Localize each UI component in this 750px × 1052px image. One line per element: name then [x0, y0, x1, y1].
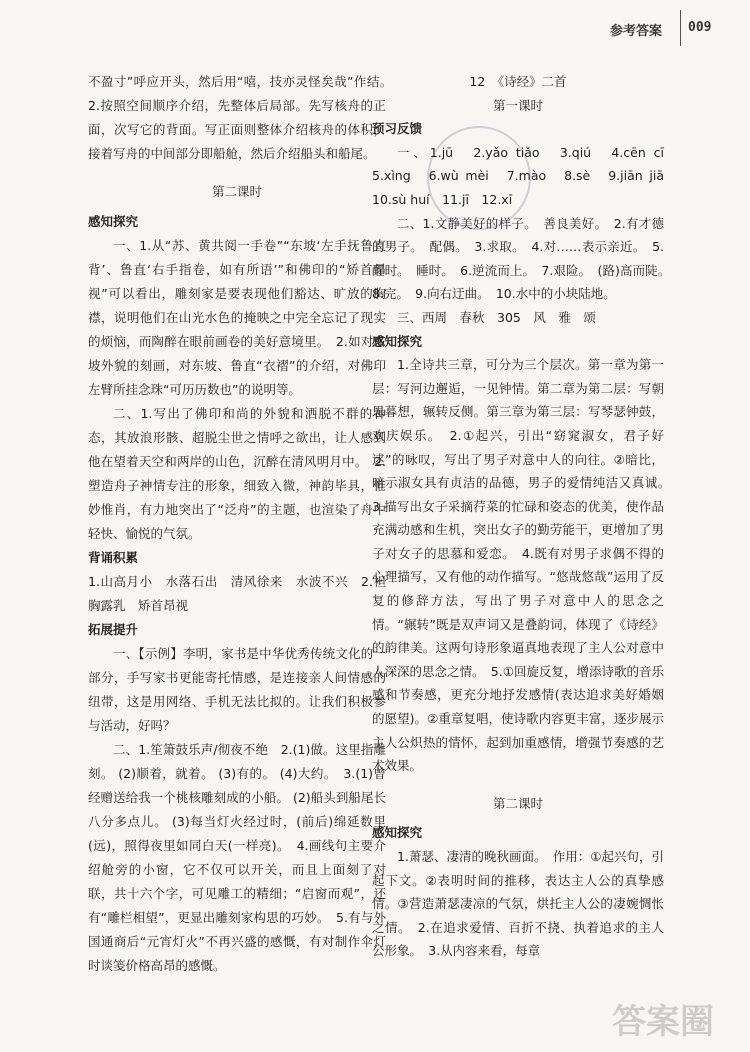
answer-paragraph: 不盈寸”呼应开头，然后用“嘻，技亦灵怪矣哉”作结。 2.按照空间顺序介绍，先整体后局部。先写核舟的正面，次写它的背面。写正面则整体介绍核舟的体积，接着写舟的中间部分即船舱，然后介绍船头和船尾。 — [88, 74, 399, 161]
answer-paragraph: 二、1.写出了佛印和尚的外貌和洒脱不群的神态，其放浪形骸、超脱尘世之情呼之欲出，让人感到他在望着天空和两岸的山色，沉醉在清风明月中。 2.塑造舟子神情专注的形象，细致入微，神韵毕具，惟妙惟肖，有力地突出了“泛舟”的主题，也渲染了舟中轻快、愉悦的气氛。 — [88, 406, 386, 541]
watermark-logo: 答案圈 — [612, 1002, 714, 1042]
answer-paragraph: 一、1.jū 2.yǎo tiǎo 3.qiú 4.cēn cī 5.xìng 6.wù mèi 7.mào 8.sè 9.jiān jiā 10.sù huí 11.jī 12.xī — [372, 144, 677, 207]
stamp-seal — [427, 126, 531, 230]
answer-paragraph: 一、【示例】李明，家书是中华优秀传统文化的一部分，手写家书更能寄托情感，是连接亲人间情感的纽带，这是用网络、手机无法比拟的。让我们积极参与活动，好吗？ — [88, 646, 386, 733]
section-heading: 感知探究 — [372, 333, 423, 349]
section-heading: 感知探究 — [372, 825, 423, 841]
page-number: 009 — [688, 20, 712, 35]
answer-paragraph: 12 《诗经》二首 — [469, 74, 567, 89]
answer-paragraph: 二、1.笙箫鼓乐声/彻夜不绝 2.(1)做。这里指雕刻。 (2)顺着，就着。 (3)有的。 (4)大约。 3.(1)曾经赠送给我一个桃核雕刻成的小船。 (2)船头到船尾长八分多点儿。 (3)每当灯火经过时，(前后)绵延数里(远)，照得夜里如同白天(一样亮)。 4.画线句主要介绍舱旁的小窗，它不仅可以开关，而且上面刻了对联，共十六个字，可见雕工的精细；“启窗而观”，还有“雕栏相望”，更显出雕刻家构思的巧妙。 5.有与外国通商后“元宵灯火”不再兴盛的感慨，有对制作伞灯时谈笺价格高昂的感慨。 — [88, 742, 386, 973]
header-title: 参考答案 — [610, 24, 663, 39]
answer-paragraph: 二、1.文静美好的样子。 善良美好。 2.有才德的男子。 配偶。 3.求取。 4.对……表示亲近。 5.醒时。 睡时。 6.逆流而上。 7.艰险。 (路)高而陡。 8.完。 9.向右迂曲。 10.水中的小块陆地。 — [372, 215, 677, 302]
answer-paragraph: 第二课时 — [211, 184, 262, 199]
answer-paragraph: 第一课时 — [492, 97, 543, 113]
section-heading: 预习反馈 — [372, 121, 423, 137]
page-header — [0, 0, 750, 60]
answer-paragraph: 1.山高月小 水落石出 清风徐来 水波不兴 2.袒胸露乳 矫首昂视 — [88, 574, 386, 613]
section-heading: 感知探究 — [88, 214, 139, 229]
section-heading: 背诵积累 — [88, 550, 139, 565]
answer-paragraph: 1.全诗共三章，可分为三个层次。第一章为第一层：写河边邂逅，一见钟情。第二章为第二层：写朝思暮想，辗转反侧。第三章为第三层：写琴瑟钟鼓，欢庆娱乐。 2.①起兴，引出“窈窕淑女，君子好逑”的咏叹，写出了男子对意中人的向往。②暗比，暗示淑女具有贞洁的品德，男子的爱情纯洁又真诚。 3.描写出女子采摘荇菜的忙碌和姿态的优美，使作品充满动感和生机，突出女子的勤劳能干，更增加了男子对女子的思慕和爱恋。 4.既有对男子求偶不得的心理描写，又有他的动作描写。“悠哉悠哉”运用了反复的修辞方法，写出了男子对意中人的思念之情。“辗转”既是双声词又是叠韵词，体现了《诗经》的韵律美。这两句诗形象逼真地表现了主人公对意中人深深的思念之情。 5.①回旋反复，增添诗歌的音乐感和节奏感，更充分地抒发感情(表达追求美好婚姻的愿望)。②重章复唱，使诗歌内容更丰富，逐步展示主人公炽热的情怀，起到加重感情，增强节奏感的艺术效果。 — [372, 357, 677, 774]
section-heading: 拓展提升 — [88, 622, 139, 637]
answer-paragraph: 三、西周 春秋 305 风 雅 颂 — [397, 309, 596, 325]
header-divider — [680, 10, 681, 46]
answer-paragraph: 1.萧瑟、凄清的晚秋画面。 作用：①起兴句，引起下文。②表明时间的推移，表达主人公的真挚感情。③营造萧瑟凄凉的气氛，烘托主人公的凄婉惆怅之情。 2.在追求爱情、百折不挠、执着追求的主人公形象。 3.从内容来看，每章 — [372, 849, 664, 959]
answer-paragraph: 一、1.从“苏、黄共阅一手卷”“东坡‘左手抚鲁直背’、鲁直‘右手指卷，如有所语’”和佛印的“矫首昂视”可以看出，雕刻家是要表现他们豁达、旷放的胸襟，说明他们在山光水色的掩映之中完全忘记了现实的烦恼，而陶醉在眼前画卷的美好意境里。 2.如对东坡外貌的刻画，对东坡、鲁直“衣褶”的介绍，对佛印左臂所挂念珠“可历历数也”的说明等。 — [88, 238, 386, 397]
answer-paragraph: 第二课时 — [492, 795, 543, 811]
